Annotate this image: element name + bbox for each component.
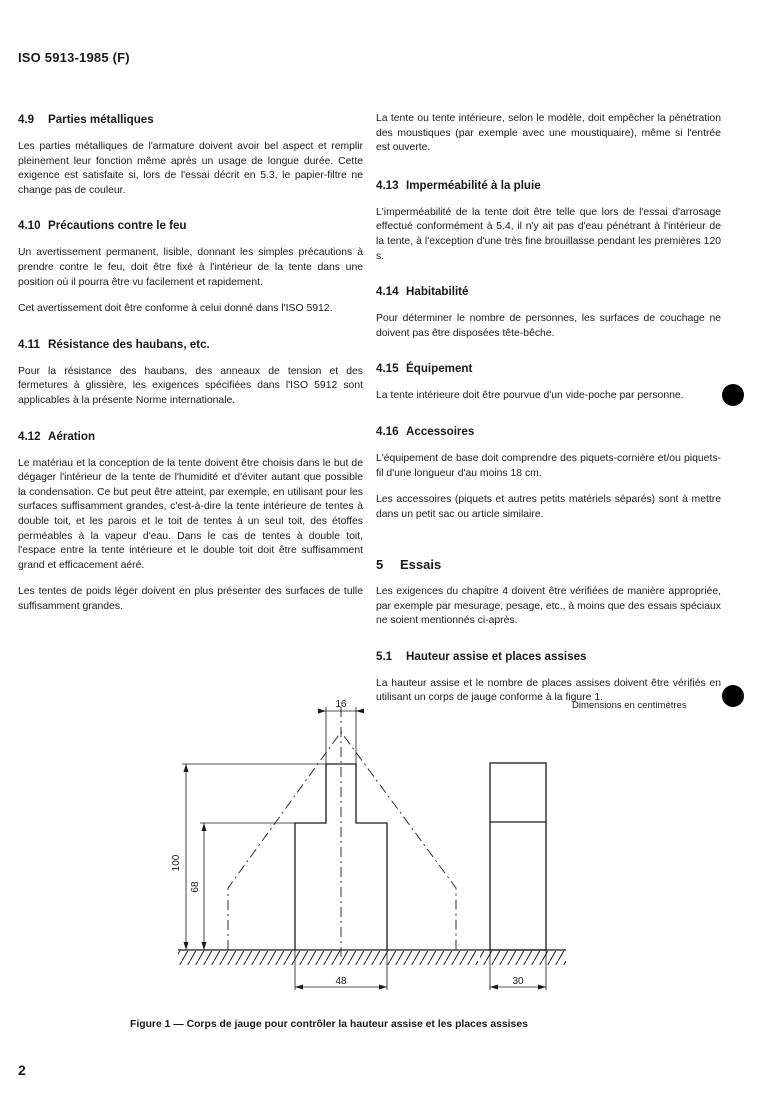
dim-label-small-width: 30	[512, 976, 524, 987]
dim-label-height-total: 100	[171, 854, 182, 872]
section-heading: 4.9 Parties métalliques	[18, 113, 154, 126]
chapter-heading: 5 Essais	[376, 557, 442, 573]
section-heading: 4.16 Accessoires	[376, 424, 475, 438]
arrow-head	[379, 985, 387, 990]
right-column	[376, 112, 721, 726]
ground-hatching	[480, 951, 566, 965]
section-4-11	[18, 337, 363, 409]
section-heading: 4.13 Imperméabilité à la pluie	[376, 178, 541, 192]
left-column	[18, 112, 363, 634]
section-4-9	[18, 112, 363, 198]
paragraph: La hauteur assise et le nombre de places assises doivent être vérifiés en utilisant un corps de jauge conforme à la figure 1.	[376, 677, 721, 704]
punch-hole	[722, 685, 744, 707]
arrow-head	[318, 709, 326, 714]
paragraph: L'équipement de base doit comprendre des piquets-cornière et/ou piquets-fil d'une longueur d'au moins 18 cm.	[376, 452, 721, 479]
arrow-head	[184, 942, 189, 950]
document-header: ISO 5913-1985 (F)	[18, 50, 130, 65]
arrow-head	[184, 764, 189, 772]
paragraph: L'imperméabilité de la tente doit être telle que lors de l'essai d'arrosage effectué conformément à 5.4, il n'y ait pas d'eau pénétrant à l'intérieur de la tente, à l'exception d'une très fine brouillasse pendant les premières 120 s.	[376, 206, 721, 262]
paragraph: Pour la résistance des haubans, des anneaux de tension et des fermetures à glissière, les exigences spécifiées dans l'ISO 5912 sont applicables à la présente Norme internationale.	[18, 365, 363, 406]
section-heading: 4.15 Équipement	[376, 362, 473, 376]
figure-caption: Figure 1 — Corps de jauge pour contrôler la hauteur assise et les places assises	[130, 1019, 528, 1030]
section-4-13	[376, 178, 721, 264]
arrow-head	[356, 709, 364, 714]
section-heading: 4.11 Résistance des haubans, etc.	[18, 337, 210, 351]
gauge-body-figure	[150, 695, 580, 1000]
section-heading: 5.1 Hauteur assise et places assises	[376, 649, 587, 663]
section-4-12	[18, 429, 363, 615]
section-4-14	[376, 284, 721, 341]
arrow-head	[202, 942, 207, 950]
paragraph: Un avertissement permanent, lisible, donnant les simples précautions à prendre contre le feu, doit être fixé à l'intérieur de la tente dans une position où il pourra être vu facilement et rapidement.	[18, 247, 363, 288]
section-5	[376, 558, 721, 628]
paragraph: La tente intérieure doit être pourvue d'un vide-poche par personne.	[376, 390, 684, 402]
arrow-head	[295, 985, 303, 990]
paragraph: Le matériau et la conception de la tente doivent être choisis dans le but de dégager l'intérieur de la tente de l'humidité et d'éviter autant que possible la condensation. Ce but peut être atteint, par exemple, en utilisant pour les surfaces suffisamment grandes, c'est-à-dire la tente intérieure de tentes à double toit, et les parois et le toit de tentes à un seul toit, des étoffes perméables à la vapeur d'eau. Dans le cas de tentes à double toit, l'espace entre la tente intérieure et le double toit doit être suffisamment grand et efficacement aéré.	[18, 457, 363, 571]
section-4-10	[18, 218, 363, 316]
dim-label-base-width: 48	[335, 976, 347, 987]
page-number: 2	[18, 1062, 26, 1078]
arrow-head	[490, 985, 498, 990]
arrow-head	[202, 823, 207, 831]
paragraph: Les accessoires (piquets et autres petits matériels séparés) sont à mettre dans un petit sac ou article similaire.	[376, 494, 721, 520]
section-4-16	[376, 424, 721, 522]
dim-label-height-shoulder: 68	[190, 881, 201, 893]
paragraph: Cet avertissement doit être conforme à celui donné dans l'ISO 5912.	[18, 303, 333, 315]
paragraph: Les tentes de poids léger doivent en plus présenter des surfaces de tulle suffisamment grandes.	[18, 586, 363, 612]
section-heading: 4.14 Habitabilité	[376, 285, 469, 299]
paragraph: Pour déterminer le nombre de personnes, les surfaces de couchage ne doivent pas être disposées tête-bêche.	[376, 313, 721, 339]
section-heading: 4.10 Précautions contre le feu	[18, 219, 187, 233]
section-4-15	[376, 361, 721, 404]
dimensions-note: Dimensions en centimètres	[572, 700, 687, 711]
paragraph: Les exigences du chapitre 4 doivent être vérifiées de manière appropriée, par exemple par mesurage, pesage, etc., à moins que des essais spéciaux ne soient mentionnés ci-après.	[376, 585, 721, 627]
profile-line	[228, 732, 456, 950]
punch-hole	[722, 384, 744, 406]
paragraph: Les parties métalliques de l'armature doivent avoir bel aspect et remplir pleinement leur fonction même après un usage de longue durée. Cette exigence est satisfaite si, lors de l'essai décrit en 5.3, le papier-filtre ne change pas de couleur.	[18, 141, 363, 196]
paragraph: La tente ou tente intérieure, selon le modèle, doit empêcher la pénétration des moustiques (par exemple avec une moustiquaire), même si l'entrée est ouverte.	[376, 113, 721, 154]
arrow-head	[538, 985, 546, 990]
dim-label-top-width: 16	[335, 699, 347, 710]
section-heading: 4.12 Aération	[18, 429, 96, 443]
small-gauge-outline	[490, 763, 546, 950]
ground-hatching	[178, 951, 478, 965]
